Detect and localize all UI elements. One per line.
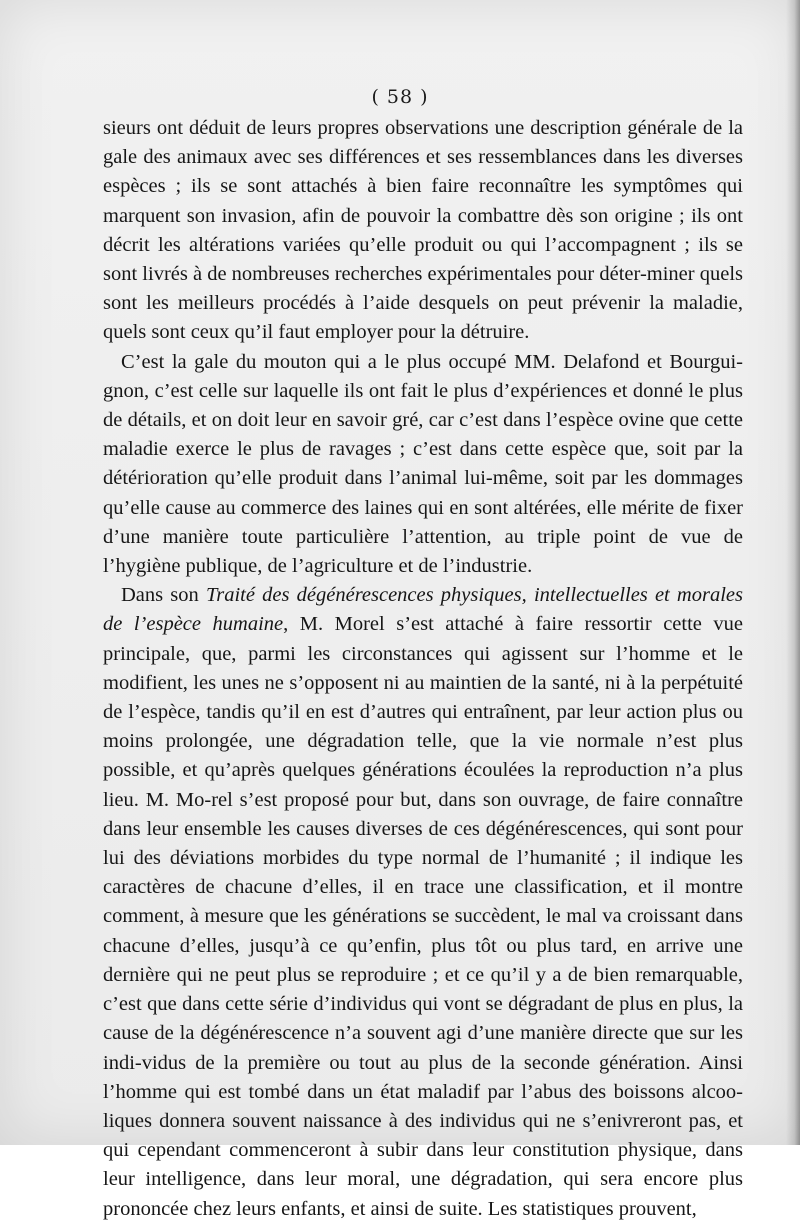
paragraph-3-text: , M. Morel s’est attaché à faire ressortir cette vue principale, que, parmi les circonstances qui agissent sur l’homme et le modifient, les unes ne s’opposent ni au maintien de la santé, ni à la perpétuité de l’espèce, tandis qu’il en est d’autres qui entraînent, par leur action plus ou moins prolongée, une dégradation telle, que la vie normale n’est plus possible, et qu’après quelques générations écoulées la reproduction n’a plus lieu. M. Mo-rel s’est proposé pour but, dans son ouvrage, de faire connaître dans leur ensemble les causes diverses de ces dégénérescences, qui sont pour lui des déviations morbides du type normal de l’humanité ; il indique les caractères de chacune d’elles, il en trace une classification, et il montre comment, à mesure que les générations se succèdent, le mal va croissant dans chacune d’elles, jusqu’à ce qu’enfin, plus tôt ou plus tard, en arrive une dernière qui ne peut plus se reproduire ; et ce qu’il y a de bien remarquable, c’est que dans cette série d’individus qui vont se dégradant de plus en plus, la cause de la dégénérescence n’a souvent agi d’une manière directe que sur les indi-vidus de la première ou tout au plus de la seconde génération. Ainsi l’homme qui est tombé dans un état maladif par l’abus des boissons alcoo-liques donnera souvent naissance à des individus qui ne s’enivreront pas, et qui cependant commenceront à subir dans leur constitution physique, dans leur intelligence, dans leur moral, une dégradation, qui sera encore plus prononcée chez leurs enfants, et ainsi de suite. Les statistiques prouvent,	[103, 613, 743, 1220]
body-text	[103, 114, 743, 1224]
paragraph-1: sieurs ont déduit de leurs propres observations une description générale de la gale des animaux avec ses différences et ses ressemblances dans les diverses espèces ; ils se sont attachés à bien faire reconnaître les symptômes qui marquent son invasion, afin de pouvoir la combattre dès son origine ; ils ont décrit les altérations variées qu’elle produit ou qui l’accompagnent ; ils se sont livrés à de nombreuses recherches expérimentales pour déter-miner quels sont les meilleurs procédés à l’aide desquels on peut prévenir la maladie, quels sont ceux qu’il faut employer pour la détruire.	[103, 117, 743, 344]
paragraph-3-lead: Dans son	[121, 584, 206, 607]
paragraph-3	[103, 581, 743, 1223]
paragraph-2: C’est la gale du mouton qui a le plus occupé MM. Delafond et Bourgui-gnon, c’est celle sur laquelle ils ont fait le plus d’expériences et donné le plus de détails, et on doit leur en savoir gré, car c’est dans l’espèce ovine que cette maladie exerce le plus de ravages ; c’est dans cette espèce que, soit par la détérioration qu’elle produit dans l’animal lui-même, soit par les dommages qu’elle cause au commerce des laines qui en sont altérées, elle mérite de fixer d’une manière toute particulière l’attention, au triple point de vue de l’hygiène publique, de l’agriculture et de l’industrie.	[103, 350, 743, 578]
page-edge-shadow	[786, 0, 800, 1145]
page-number: ( 58 )	[371, 86, 429, 108]
book-title: Traité des dégénérescences physiques, intellectuelles et morales de l’espèce humaine	[103, 584, 743, 636]
